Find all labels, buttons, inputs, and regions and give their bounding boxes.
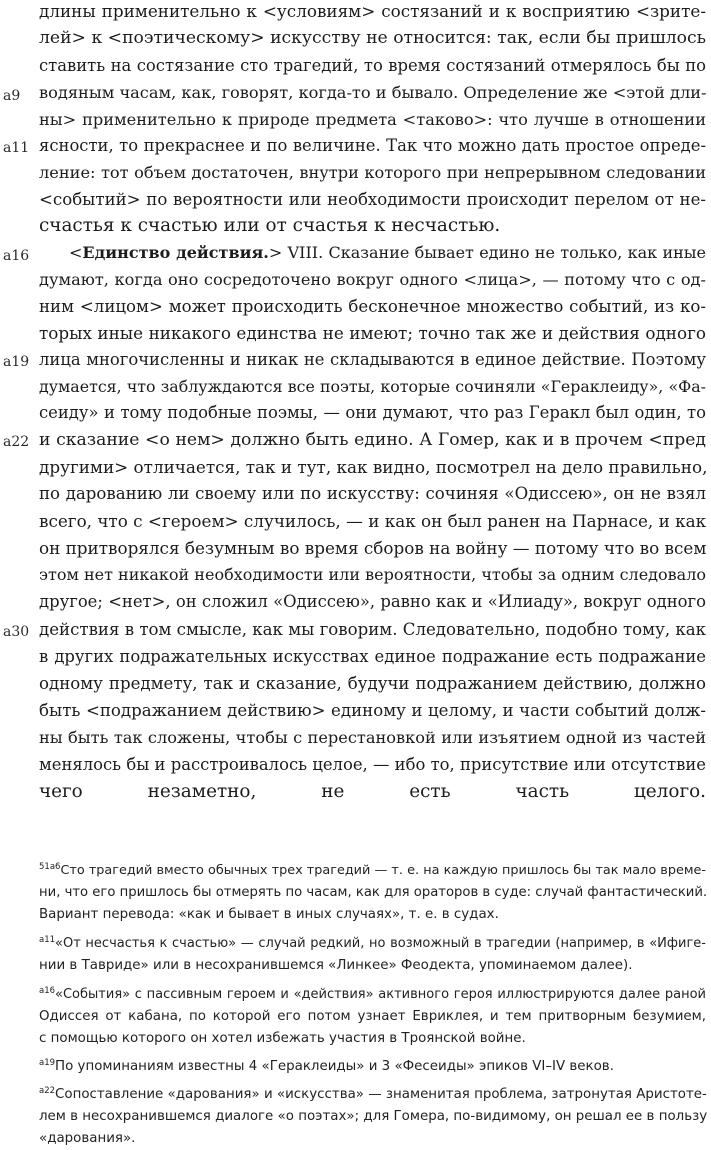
- text-line: ним <лицом> может происходить бесконечное множество событий, из ко-: [39, 297, 706, 316]
- footnote-line: «дарования».: [39, 1131, 136, 1146]
- margin-ref: a19: [3, 354, 30, 370]
- text-line: менялось бы и расстроивалось целое, — ибо то, присутствие или отсутствие: [39, 755, 706, 774]
- text-line: действия в том смысле, как мы говорим. Следовательно, подобно тому, как: [39, 620, 707, 639]
- section-heading: Единство действия.: [82, 243, 269, 262]
- text-line: и сказание <о нем> должно быть едино. А Гомер, как и в прочем <пред: [39, 430, 706, 450]
- text-line: длины применительно к <условиям> состязаний и к восприятию <зрите-: [39, 1, 706, 21]
- footnote-marker: a22: [39, 1086, 56, 1096]
- text-line: думается, что заблуждаются все поэты, которые сочиняли «Гераклеиду», «Фа-: [39, 377, 706, 396]
- footnote-line: нии в Тавриде» или в несохранившемся «Линкее» Феодекта, упоминаемом далее).: [39, 958, 633, 973]
- text-line: ны быть так сложены, чтобы с перестановкой или изъятием одной из частей: [39, 728, 706, 747]
- margin-ref: a11: [3, 140, 30, 156]
- footnote-marker: a19: [39, 1058, 56, 1068]
- bracket: >: [268, 243, 283, 262]
- text-line: одному предмету, так и сказание, будучи подражанием действию, должно: [39, 674, 706, 693]
- footnote-line: $^{a22}$Сопоставление «дарования» и «искусства» — знаменитая проблема, затронутая Аристоте-: [39, 1086, 707, 1102]
- text-line: этом нет никакой необходимости или вероятности, чтобы за одним следовало: [39, 565, 706, 584]
- footnote-marker: a16: [39, 986, 56, 996]
- text-line: по дарованию ли своему или по искусству: сочиняя «Одиссею», он не взял: [39, 484, 706, 503]
- text-line: <событий> по вероятности или необходимости происходит перелом от не-: [39, 190, 706, 209]
- text-line: в других подражательных искусствах единое подражание есть подражание: [39, 647, 706, 666]
- text-line: счастья к счастью или от счастья к несчастью.: [39, 215, 501, 236]
- margin-ref: a30: [3, 624, 30, 640]
- text-line: всего, что с <героем> случилось, — и как он был ранен на Парнасе, и как: [39, 511, 707, 531]
- footnote-marker: 51a6: [39, 862, 61, 872]
- footnote-line: лем в несохранившемся диалоге «о поэтах»; для Гомера, по-видимому, он решал ее в пользу: [39, 1109, 708, 1124]
- text-line: чего незаметно, не есть часть целого.: [39, 781, 706, 802]
- section-first-line: [39, 240, 706, 266]
- text-line: другими> отличается, так и тут, как видно, посмотрел на дело правильно,: [39, 457, 708, 477]
- margin-ref: a9: [3, 88, 21, 104]
- footnote-line: $^{51a6}$Сто трагедий вместо обычных трех трагедий — т. е. на каждую пришлось бы так мало време-: [39, 862, 706, 878]
- footnote-line: ни, что его пришлось бы отмерять по часам, как для ораторов в суде: случай фантастический.: [39, 885, 708, 900]
- text-line: лица многочисленны и никак не складываются в единое действие. Поэтому: [39, 350, 706, 369]
- text-line: сеиду» и тому подобные поэмы, — они думают, что раз Геракл был один, то: [39, 403, 706, 422]
- text-line: ясности, то прекраснее и по величине. Так что можно дать простое опреде-: [39, 136, 706, 155]
- bracket: <: [69, 243, 83, 262]
- text-line: ны> применительно к природе предмета <таково>: что лучше в отношении: [39, 110, 706, 129]
- footnote-line: Вариант перевода: «как и бывает в иных случаях», т. е. в судах.: [39, 907, 499, 922]
- footnote-line: с помощью которого он хотел избежать участия в Троянской войне.: [39, 1031, 526, 1046]
- footnote-line: Одиссея от кабана, по которой его потом узнает Евриклея, и тем притворным безумием,: [39, 1009, 706, 1024]
- text-line: ление: тот объем достаточен, внутри которого при непрерывном следовании: [39, 163, 706, 182]
- footnote-line: $^{a16}$«События» с пассивным героем и «действия» активного героя иллюстрируются далее раной: [39, 986, 706, 1002]
- footnote-line: $^{a19}$По упоминаниям известны 4 «Гераклеиды» и 3 «Фесеиды» эпиков VI–IV веков.: [39, 1058, 614, 1074]
- margin-ref: a22: [3, 434, 30, 450]
- text-line: [39, 806, 706, 832]
- text-line: быть <подражанием действию> единому и целому, и части событий долж-: [39, 701, 706, 720]
- footnote-marker: a11: [39, 935, 56, 945]
- footnote-line: $^{a11}$«От несчастья к счастью» — случай редкий, но возможный в трагедии (например, в «Ифиге-: [39, 935, 706, 951]
- text-line: водяным часам, как, говорят, когда-то и бывало. Определение же <этой дли-: [39, 83, 707, 102]
- text-line: он притворялся безумным во время сборов на войну — потому что во всем: [39, 538, 707, 558]
- section-text: VIII. Сказание бывает едино не только, как иные: [287, 243, 707, 262]
- text-line: лей> к <поэтическому> искусству не относится: так, если бы пришлось: [39, 28, 706, 48]
- text-line: ставить на состязание сто трагедий, то время состязаний отмерялось бы по: [39, 56, 706, 75]
- margin-ref: a16: [3, 248, 30, 264]
- text-line: торых иные никакого единства не имеют; точно так же и действия одного: [39, 323, 706, 343]
- text-line: думают, когда оно сосредоточено вокруг одного <лица>, — потому что с од-: [39, 270, 706, 289]
- text-line: другое; <нет>, он сложил «Одиссею», равно как и «Илиаду», вокруг одного: [39, 592, 706, 611]
